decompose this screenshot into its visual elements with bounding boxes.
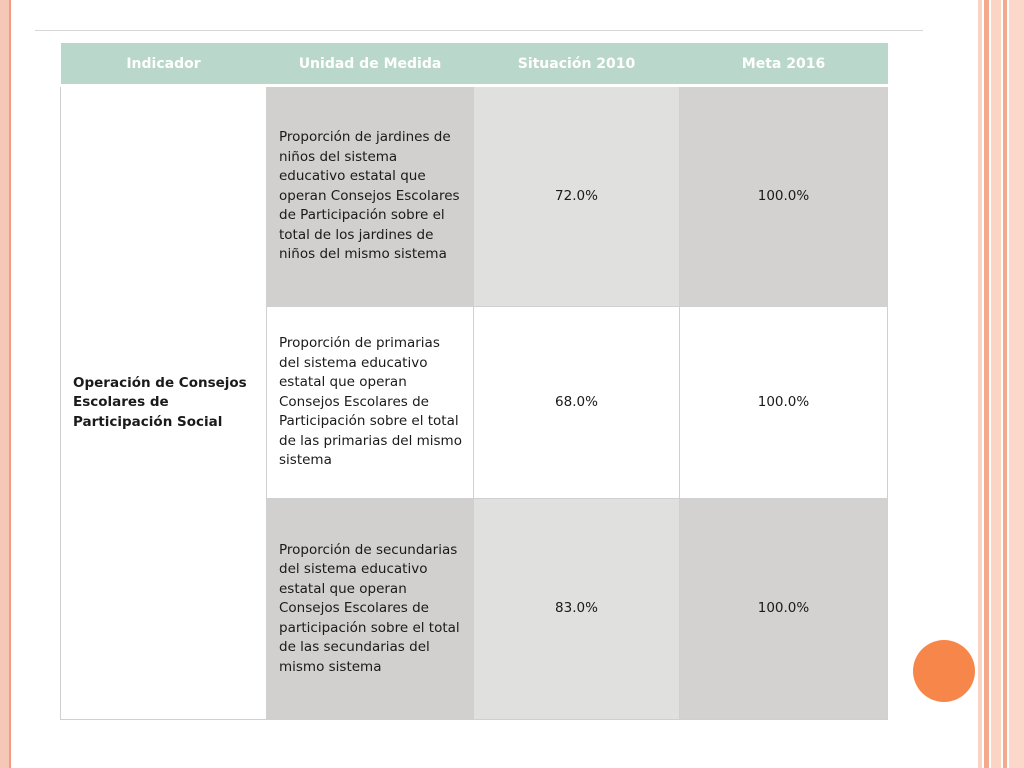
situation-2010-cell: 83.0% <box>474 499 680 720</box>
header-situacion-2010: Situación 2010 <box>474 43 680 86</box>
right-decorative-stripe <box>984 0 989 768</box>
unit-of-measure-cell: Proporción de jardines de niños del sistema educativo estatal que operan Consejos Escolares de Participación sobre el total de los jardines de niños del mismo sistema <box>267 86 474 307</box>
right-decorative-stripe <box>1009 0 1024 768</box>
right-decorative-stripe <box>991 0 1001 768</box>
indicator-table <box>60 43 888 720</box>
top-divider <box>35 30 923 31</box>
orange-circle-decoration <box>913 640 975 702</box>
header-unidad-de-medida: Unidad de Medida <box>267 43 474 86</box>
table-row <box>61 86 888 307</box>
situation-2010-cell: 68.0% <box>474 307 680 499</box>
goal-2016-cell: 100.0% <box>680 307 888 499</box>
unit-of-measure-cell: Proporción de primarias del sistema educativo estatal que operan Consejos Escolares de Participación sobre el total de las primarias del mismo sistema <box>267 307 474 499</box>
unit-of-measure-cell: Proporción de secundarias del sistema educativo estatal que operan Consejos Escolares de participación sobre el total de las secundarias del mismo sistema <box>267 499 474 720</box>
header-indicador: Indicador <box>61 43 267 86</box>
indicator-cell: Operación de Consejos Escolares de Participación Social <box>61 86 267 720</box>
left-decorative-stripe <box>0 0 11 768</box>
table-header-row <box>61 43 888 86</box>
header-meta-2016: Meta 2016 <box>680 43 888 86</box>
right-decorative-stripe <box>978 0 982 768</box>
goal-2016-cell: 100.0% <box>680 86 888 307</box>
right-decorative-stripe <box>1003 0 1007 768</box>
situation-2010-cell: 72.0% <box>474 86 680 307</box>
goal-2016-cell: 100.0% <box>680 499 888 720</box>
